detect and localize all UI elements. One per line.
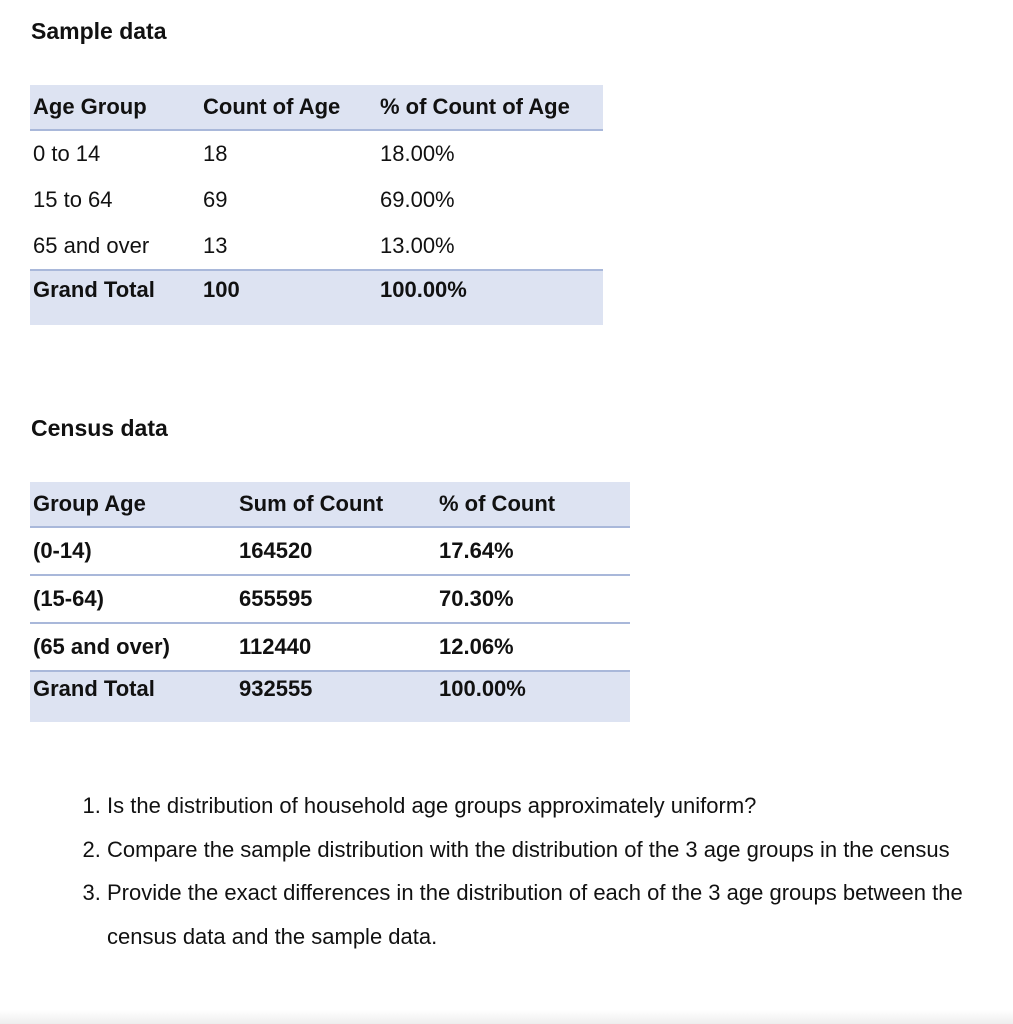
question-item: 1. Is the distribution of household age groups approximately uniform? [107, 784, 1007, 828]
table-row [30, 130, 603, 177]
table-cell: Grand Total [30, 270, 200, 325]
table-header-row [30, 85, 603, 130]
table-cell: 18 [203, 141, 228, 166]
table-cell: 932555 [236, 671, 436, 722]
table-cell: 100.00% [436, 671, 630, 722]
table-cell: 17.64% [436, 527, 630, 575]
bottom-shadow [0, 1010, 1013, 1024]
column-header-percent-of-count-of-age: % of Count of Age [377, 85, 603, 130]
table-cell: 69 [203, 187, 228, 212]
table-cell: 100 [200, 270, 377, 325]
table-cell: Grand Total [30, 671, 236, 722]
question-item: 2. Compare the sample distribution with the distribution of the 3 age groups in the census [107, 828, 1007, 872]
table-cell: 164520 [236, 527, 436, 575]
table-cell: 12.06% [439, 634, 514, 659]
grand-total-row [30, 671, 630, 722]
table-row [30, 575, 630, 623]
table-row [30, 623, 630, 671]
table-cell: 70.30% [436, 575, 630, 623]
table-cell: 69.00% [380, 187, 455, 212]
table-cell: 15 to 64 [33, 187, 113, 212]
column-header-sum-of-count: Sum of Count [236, 482, 436, 527]
grand-total-row [30, 270, 603, 325]
table-cell: 100.00% [377, 270, 603, 325]
question-list [68, 784, 1007, 958]
table-cell: (15-64) [30, 575, 236, 623]
column-header-percent-of-count: % of Count [436, 482, 630, 527]
table-cell: 0 to 14 [33, 141, 101, 166]
table-cell: 655595 [236, 575, 436, 623]
sample-data-title: Sample data [31, 18, 167, 44]
census-data-table [30, 482, 630, 722]
table-cell: (65 and over) [33, 634, 170, 659]
table-cell: 65 and over [33, 233, 150, 258]
table-row [30, 177, 603, 223]
table-cell: 112440 [239, 634, 312, 659]
table-header-row [30, 482, 630, 527]
table-cell: (0-14) [30, 527, 236, 575]
table-cell: 13 [203, 233, 228, 258]
table-row [30, 527, 630, 575]
column-header-count-of-age: Count of Age [200, 85, 377, 130]
column-header-group-age: Group Age [30, 482, 236, 527]
column-header-age-group: Age Group [30, 85, 200, 130]
table-cell: 18.00% [380, 141, 455, 166]
sample-data-table [30, 85, 603, 325]
table-cell: 13.00% [380, 233, 455, 258]
question-item: 3. Provide the exact differences in the distribution of each of the 3 age groups between the census data and the sample data. [107, 871, 1007, 958]
table-row [30, 223, 603, 270]
census-data-title: Census data [31, 415, 168, 441]
